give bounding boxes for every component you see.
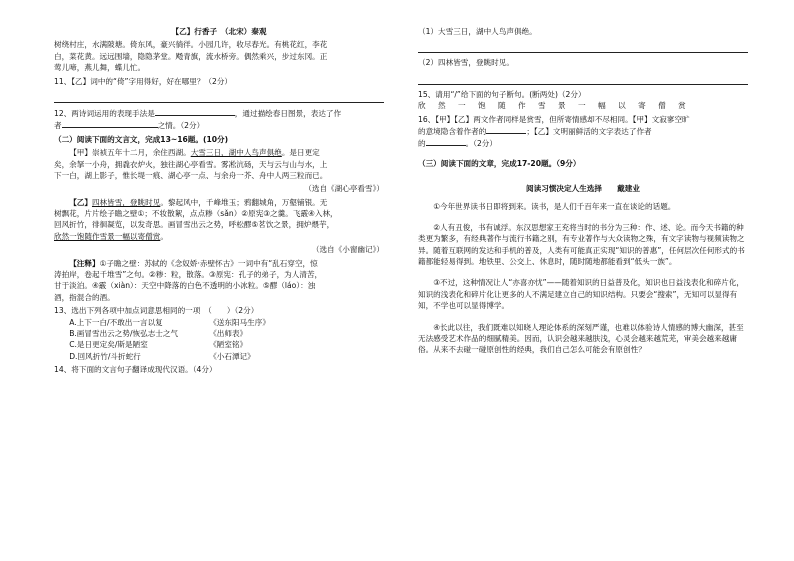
- yi-source: （选自《小窗幽记》）: [311, 245, 384, 255]
- notes: 酒，指混合的酒。: [54, 292, 115, 302]
- translation-2: （2）四林皆雪，登眺时见。: [418, 58, 514, 68]
- poem-line: 莺儿啼，燕儿舞，蝶儿忙。: [54, 63, 146, 73]
- section-3-heading: （三）阅读下面的文章，完成17-20题。（9分）: [418, 158, 581, 168]
- answer-line-14-2[interactable]: [418, 72, 748, 85]
- question-16: 16、【甲】【乙】两文作者同样是赏雪，但所寄情感却不尽相同。【甲】文寂寥空旷: [418, 114, 690, 124]
- essay-paragraph: ①今年世界读书日即将到来。读书，是人们千百年来一直在谈论的话题。: [433, 201, 676, 211]
- answer-blank[interactable]: [486, 125, 526, 134]
- answer-line-14-1[interactable]: [418, 40, 748, 53]
- answer-blank[interactable]: [426, 137, 466, 146]
- question-13: 13、选出下列各项中加点词意思相同的一项 （ ）（2分）: [54, 306, 259, 316]
- question-12: 12、两诗词运用的表现手法是 ，通过描绘春日图景，表达了作: [54, 108, 342, 118]
- essay-paragraph: ④长此以往，我们既难以知晓人理论体系的深刻严谨，也难以体验诗人情感的博大幽深，甚至无法感受艺术作品的细腻精美。因而，认识会越来越肤浅，心灵会越来越荒芜，审美会越来越庸俗。从来不去碰一碰原创性的经典，我们自己怎么可能会有原创性？: [418, 322, 744, 355]
- essay-paragraph: ③不过，这种情况让人“亦喜亦忧”——随着知识的日益普及化，知识也日益浅表化和碎片化，知识的浅表化和碎片化让更多的人不满足建立自己的知识结构。只要会“搜索”，无知可以显得有知，不学也可以显得博学。: [418, 278, 745, 311]
- jia-text: 矣，余拏一小舟，拥毳衣炉火，独往湖心亭看雪。雾凇沆砀，天与云与山与水，上: [54, 159, 328, 169]
- translation-1: （1）大雪三日，湖中人鸟声俱绝。: [418, 27, 537, 36]
- left-column: [54, 26, 384, 376]
- question-15: 15、请用“/”给下面的句子断句。(断两处)（2分）: [418, 89, 586, 99]
- jia-text: 【甲】崇祯五年十二月，余住西湖。大雪三日，湖中人鸟声俱绝。是日更定: [69, 148, 320, 158]
- essay-title: 阅读习惯决定人生选择 戴建业: [526, 184, 640, 194]
- section-2-heading: （二）阅读下面的文言文，完成13~16题。(10分): [54, 134, 229, 144]
- punctuation-sentence: 欣 然 一 饱 随 作 雪 景 一 幅 以 寄 僧 赏: [418, 101, 691, 111]
- answer-line-11[interactable]: [54, 90, 384, 103]
- option-b[interactable]: B.画冒雪出云之势/恢弘志士之气 《出师表》: [69, 328, 248, 338]
- notes: 【注释】①子瞻之壁：苏轼的《念奴娇·赤壁怀古》一词中有“乱石穿空，惊: [69, 258, 318, 268]
- notes: 甘于淡泊。④霰（xiàn）：天空中降落的白色不透明的小冰粒。⑤醪（láo）：浊: [54, 281, 316, 291]
- option-d[interactable]: D.回风折竹/斗折蛇行 《小石潭记》: [69, 351, 255, 361]
- poem-line: 树绕村庄，水满陂塘。倚东风，豪兴徜徉。小园几许，收尽春光。有桃花红，李花: [54, 40, 328, 50]
- question-16-cont: 的意境隐含着作者的 ；【乙】文明丽鲜活的文字表达了作者: [418, 126, 652, 136]
- question-12-cont: 者 之情。（2分）: [54, 121, 205, 131]
- yi-text: 【乙】四林皆雪，登眺时见。黎起风中，千峰堆玉；鸦翻城角，万壑铺银。无: [69, 197, 328, 207]
- yi-text: 欣然一饱随作雪景一幅以寄僧赏。: [54, 231, 168, 241]
- right-column: [418, 26, 748, 366]
- answer-blank[interactable]: [62, 119, 158, 128]
- yi-text: 回风折竹，徘徊凝览，以发奇思。画冒雪出云之势，呼松醪⑤茗饮之景，拥炉煨芋，: [54, 220, 335, 230]
- yi-text: 树飘花，片片绘子瞻之壁①；不妆散絮，点点糁（sǎn）②原宪③之羹。飞霰④入林，: [54, 209, 338, 219]
- poem-line: 白，菜花黄。远远围墙，隐隐茅堂。飏青旗，流水桥旁。偶然乘兴，步过东冈。正: [54, 51, 328, 61]
- notes: 涛拍岸，卷起千堆雪”之句。②糁：粒，散落。③原宪：孔子的弟子，为人清苦，: [54, 270, 323, 280]
- jia-source: （选自《湖心亭看雪》）: [304, 184, 384, 194]
- question-11: 11、【乙】词中的“倚”字用得好，好在哪里？（2分）: [54, 76, 233, 86]
- essay-paragraph: ②人有丑俊，书有诚浮。东汉思想家王充将当时的书分为三种：作、述、论。而今天书籍的种类更为繁多，有经典著作与流行书籍之别，有专业著作与大众读物之殊，有文字读物与视频读物之异。随着互联网的发达和手机的普及，人类有可能真正实现“知识的普惠”，任何层次任何形式的书籍都能轻易得到。地铁里、公交上、休息时，随时随地都能看到“低头一族”。: [418, 222, 745, 267]
- option-a[interactable]: A.上下一白/不敢出一言以复 《送东阳马生序》: [69, 317, 270, 327]
- poem-title: 【乙】行香子 （北宋）秦观: [171, 27, 267, 36]
- answer-blank[interactable]: [155, 107, 235, 116]
- jia-text: 下一白，湖上影子，惟长堤一痕、湖心亭一点、与余舟一芥、舟中人两三粒而已。: [54, 170, 328, 180]
- question-16-cont: 的 。（2分）: [418, 139, 497, 149]
- question-14: 14、将下面的文言句子翻译成现代汉语。（4分）: [54, 365, 217, 375]
- option-c[interactable]: C.是日更定矣/斯是陋室 《陋室铭》: [69, 340, 248, 350]
